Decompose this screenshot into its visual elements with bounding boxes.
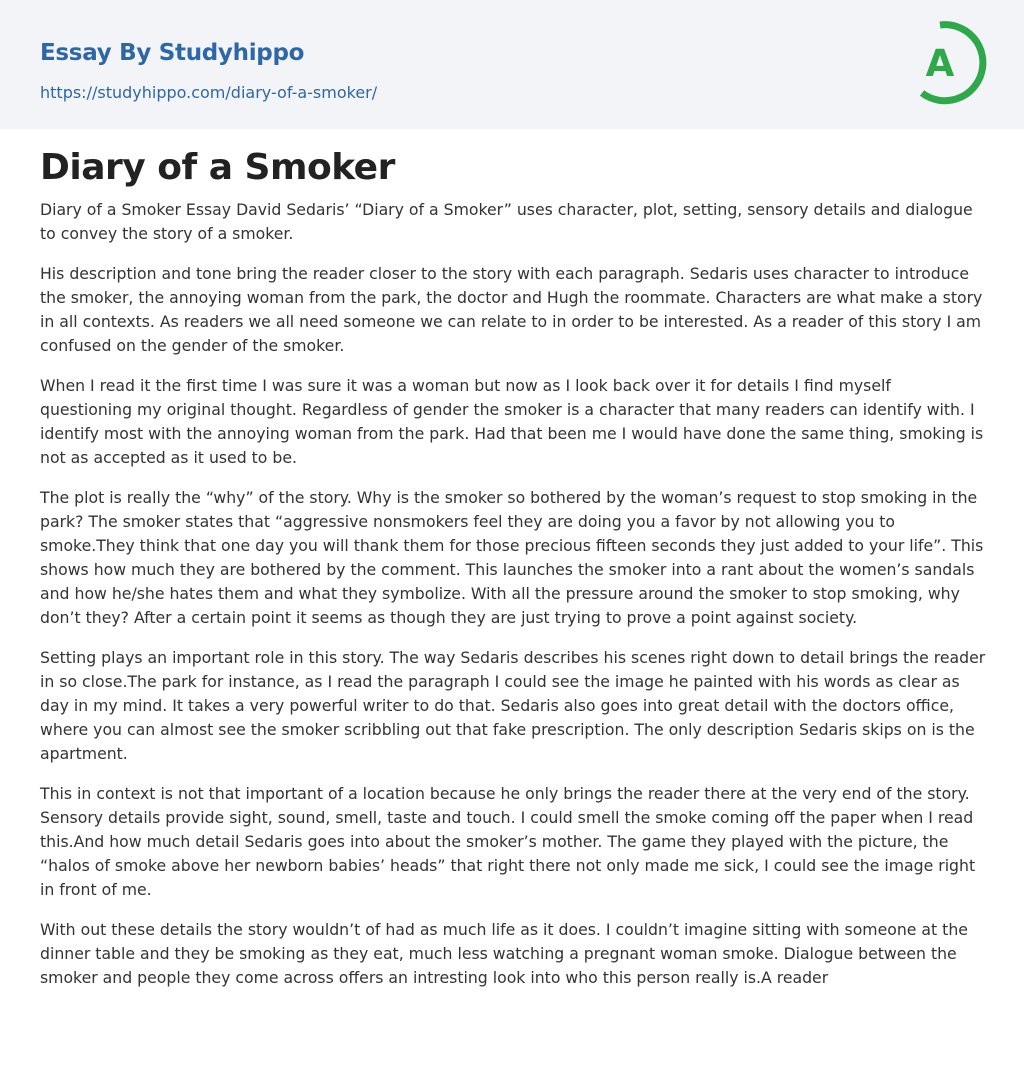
article [40,144,986,1006]
article-paragraph: The plot is really the “why” of the story. Why is the smoker so bothered by the woman’s request to stop smoking in the park? The smoker states that “aggressive nonsmokers feel they are doing you a favor by not allowing you to smoke.They think that one day you will thank them for those precious fifteen seconds they just added to your life”. This shows how much they are bothered by the comment. This launches the smoker into a rant about the women’s sandals and how he/she hates them and what they symbolize. With all the pressure around the smoker to stop smoking, why don’t they? After a certain point it seems as though they are just trying to prove a point against society. [40,488,984,627]
article-paragraph: Diary of a Smoker Essay David Sedaris’ “Diary of a Smoker” uses character, plot, setting, sensory details and dialogue to convey the story of a smoker. [40,200,973,243]
article-paragraph: His description and tone bring the reader closer to the story with each paragraph. Sedaris uses character to introduce the smoker, the annoying woman from the park, the doctor and Hugh the roommate. Characters are what make a story in all contexts. As readers we all need someone we can relate to in order to be interested. As a reader of this story I am confused on the gender of the smoker. [40,264,983,355]
article-title: Diary of a Smoker [40,147,395,188]
article-paragraph: This in context is not that important of a location because he only brings the reader there at the very end of the story. Sensory details provide sight, sound, smell, taste and touch. I could smell the smoke coming off the paper when I read this.And how much detail Sedaris goes into about the smoker’s mother. The game they played with the picture, the “halos of smoke above her newborn babies’ heads” that right there not only made me sick, I could see the image right in front of me. [40,784,976,899]
article-paragraph: When I read it the first time I was sure it was a woman but now as I look back over it for details I find myself questioning my original thought. Regardless of gender the smoker is a character that many readers can identify with. I identify most with the annoying woman from the park. Had that been me I would have done the same thing, smoking is not as accepted as it used to be. [40,376,984,467]
brand-title[interactable]: Essay By Studyhippo [40,40,305,66]
article-paragraph: Setting plays an important role in this story. The way Sedaris describes his scenes right down to detail brings the reader in so close.The park for instance, as I read the paragraph I could see the image he painted with his words as clear as day in my mind. It takes a very powerful writer to do that. Sedaris also goes into great detail with the doctors office, where you can almost see the smoker scribbling out that fake prescription. The only description Sedaris skips on is the apartment. [40,648,986,763]
article-paragraph: With out these details the story wouldn’t of had as much life as it does. I couldn’t imagine sitting with someone at the dinner table and they be smoking as they eat, much less watching a pregnant woman smoke. Dialogue between the smoker and people they come across offers an intresting look into who this person really is.A reader [40,920,968,987]
studyhippo-logo-icon[interactable] [906,17,990,107]
logo-letter: A [925,42,955,85]
page-url-link[interactable]: https://studyhippo.com/diary-of-a-smoker/ [40,83,378,102]
site-header [0,0,1024,129]
